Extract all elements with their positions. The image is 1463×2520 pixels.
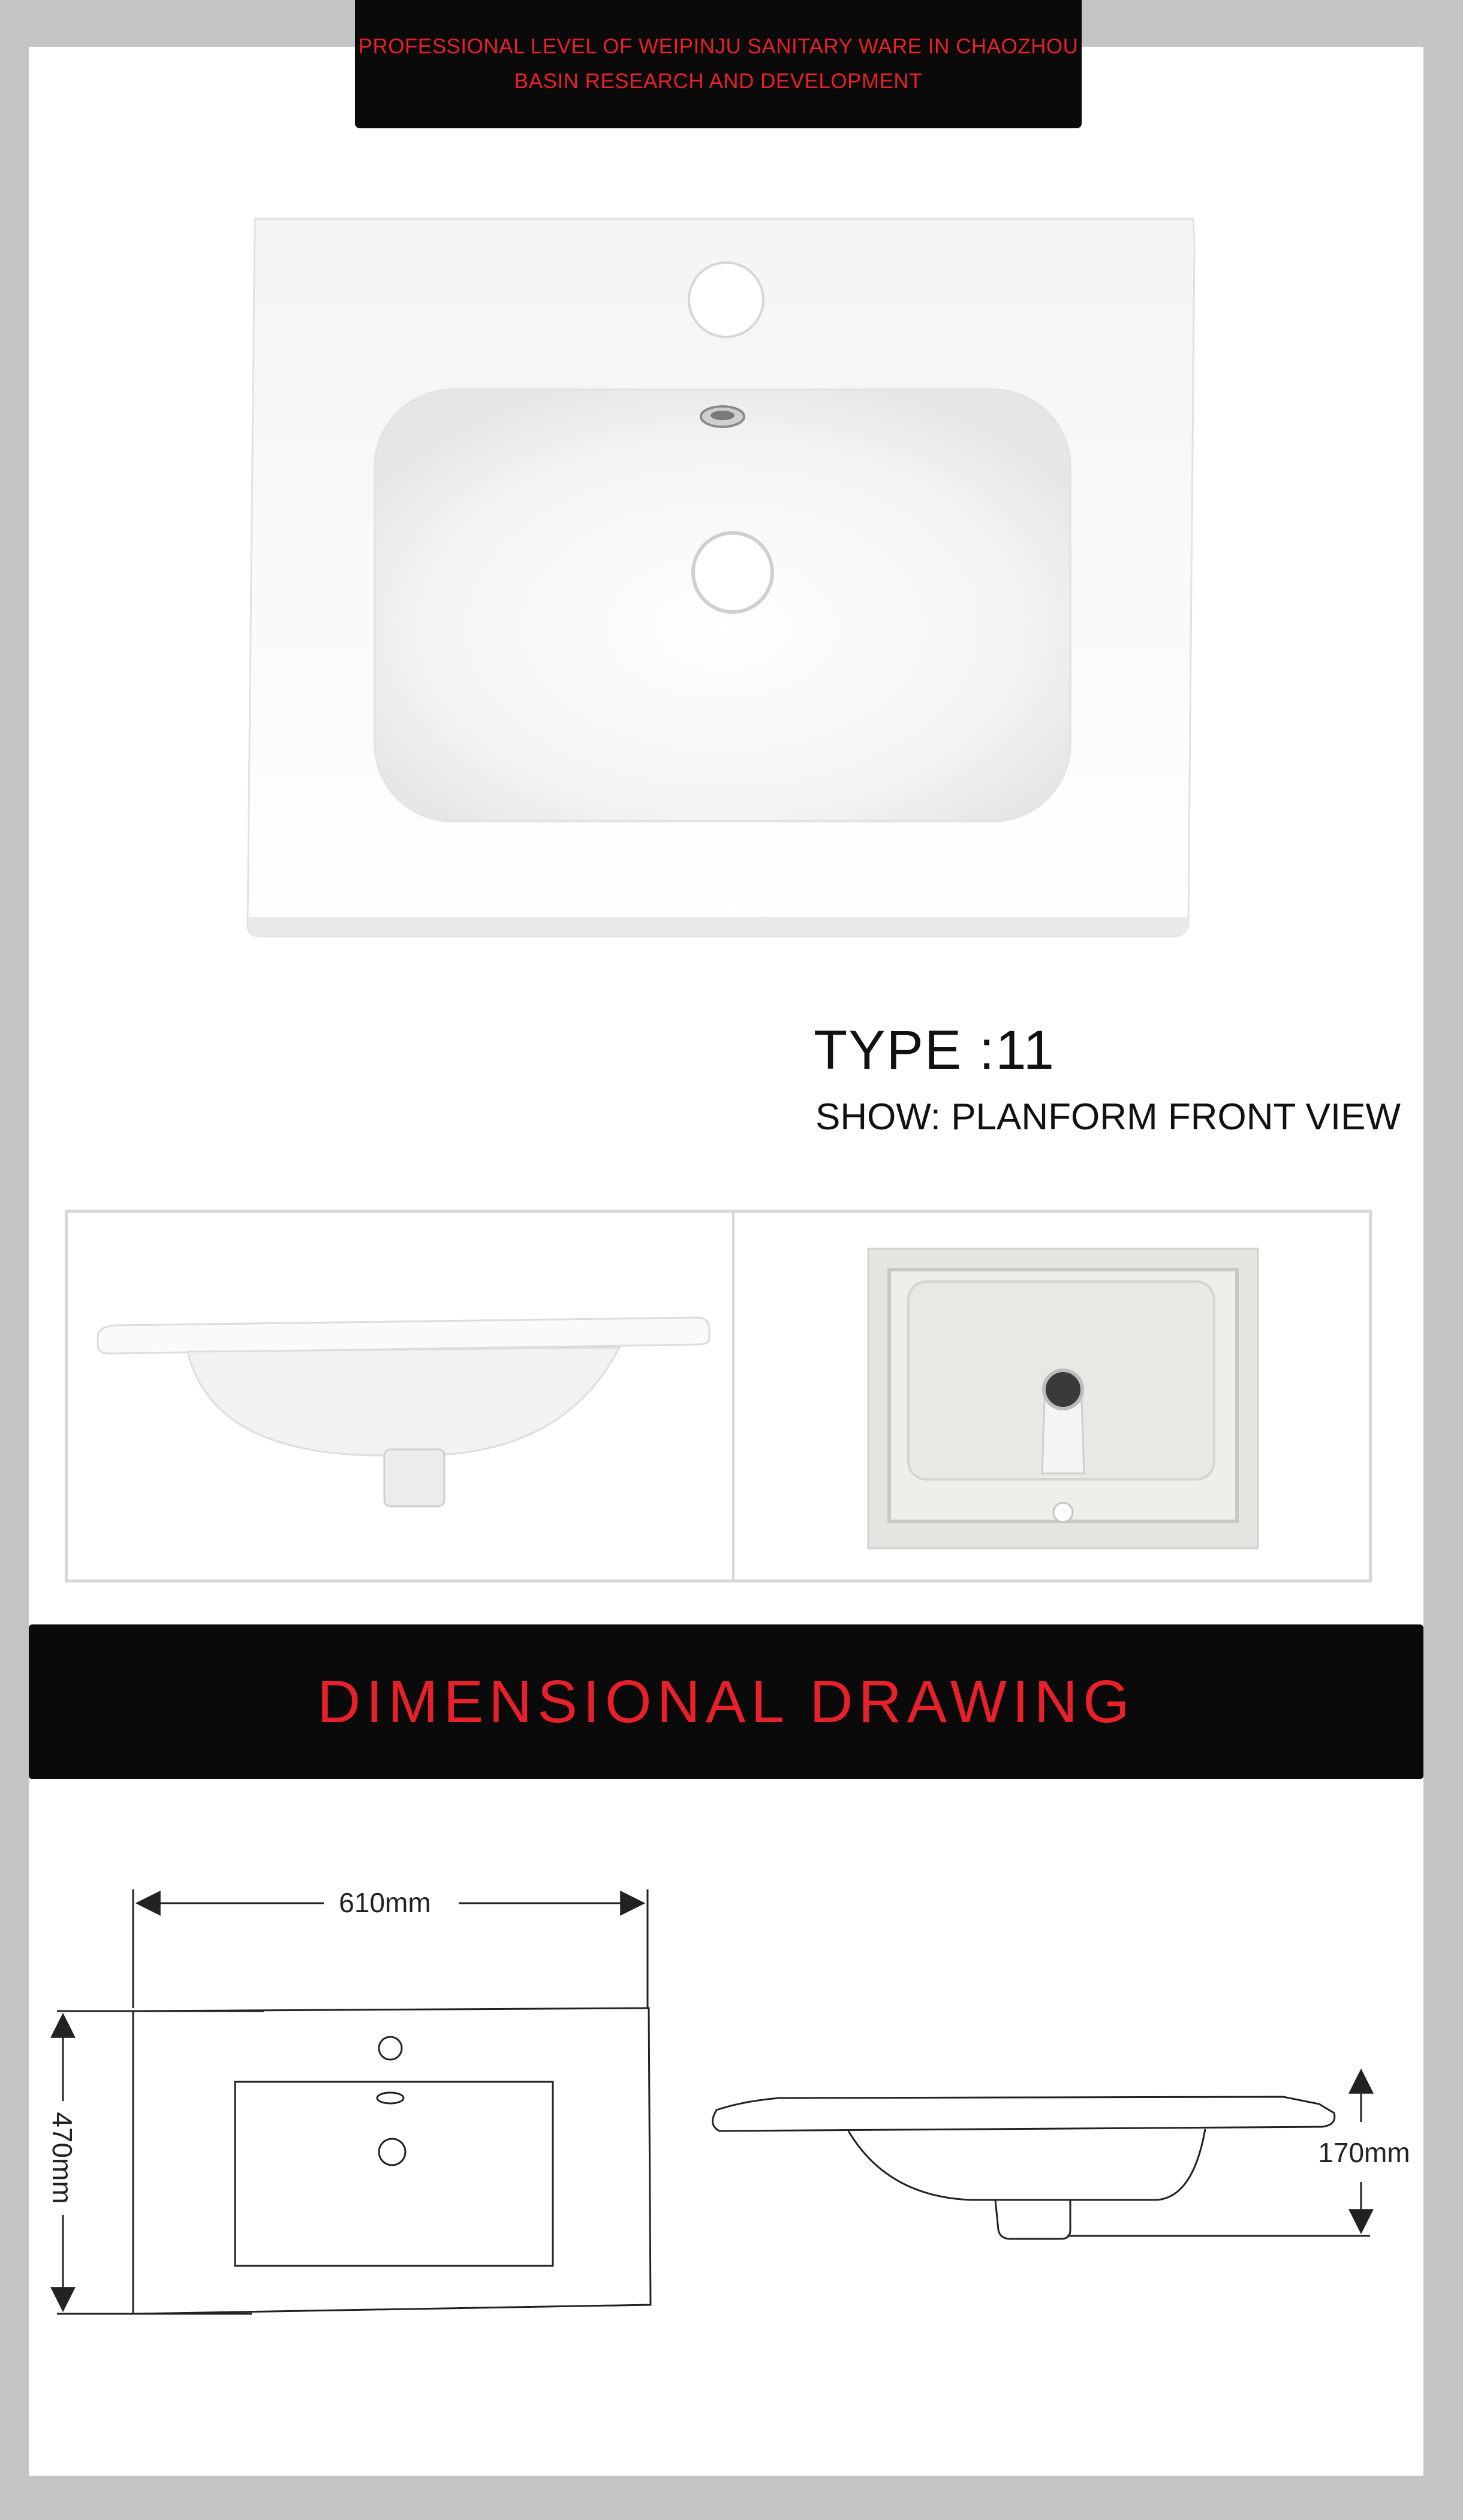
basin-underside-photo [865,1246,1261,1551]
basin-side-view-photo [92,1285,715,1536]
thumbnail-gallery [65,1210,1372,1582]
top-banner-line-2: BASIN RESEARCH AND DEVELOPMENT [514,70,923,93]
top-banner [355,0,1082,128]
side-view-drawing [713,2097,1335,2239]
dimensional-drawing-banner: DIMENSIONAL DRAWING [29,1624,1423,1779]
dimensional-drawings [0,1822,1463,2362]
top-view-drawing [133,2008,651,2314]
width-label: 610mm [339,1887,431,1918]
height-label: 170mm [1318,2137,1410,2168]
thumbnail-divider [732,1213,734,1579]
show-label: SHOW: PLANFORM FRONT VIEW [815,1096,1401,1138]
type-label: TYPE :11 [814,1020,1055,1081]
depth-dimension [57,2011,264,2314]
top-banner-line-1: PROFESSIONAL LEVEL OF WEIPINJU SANITARY WARE IN CHAOZHOU [358,35,1079,58]
depth-label: 470mm [47,2112,78,2204]
basin-top-view-photo [246,216,1199,941]
